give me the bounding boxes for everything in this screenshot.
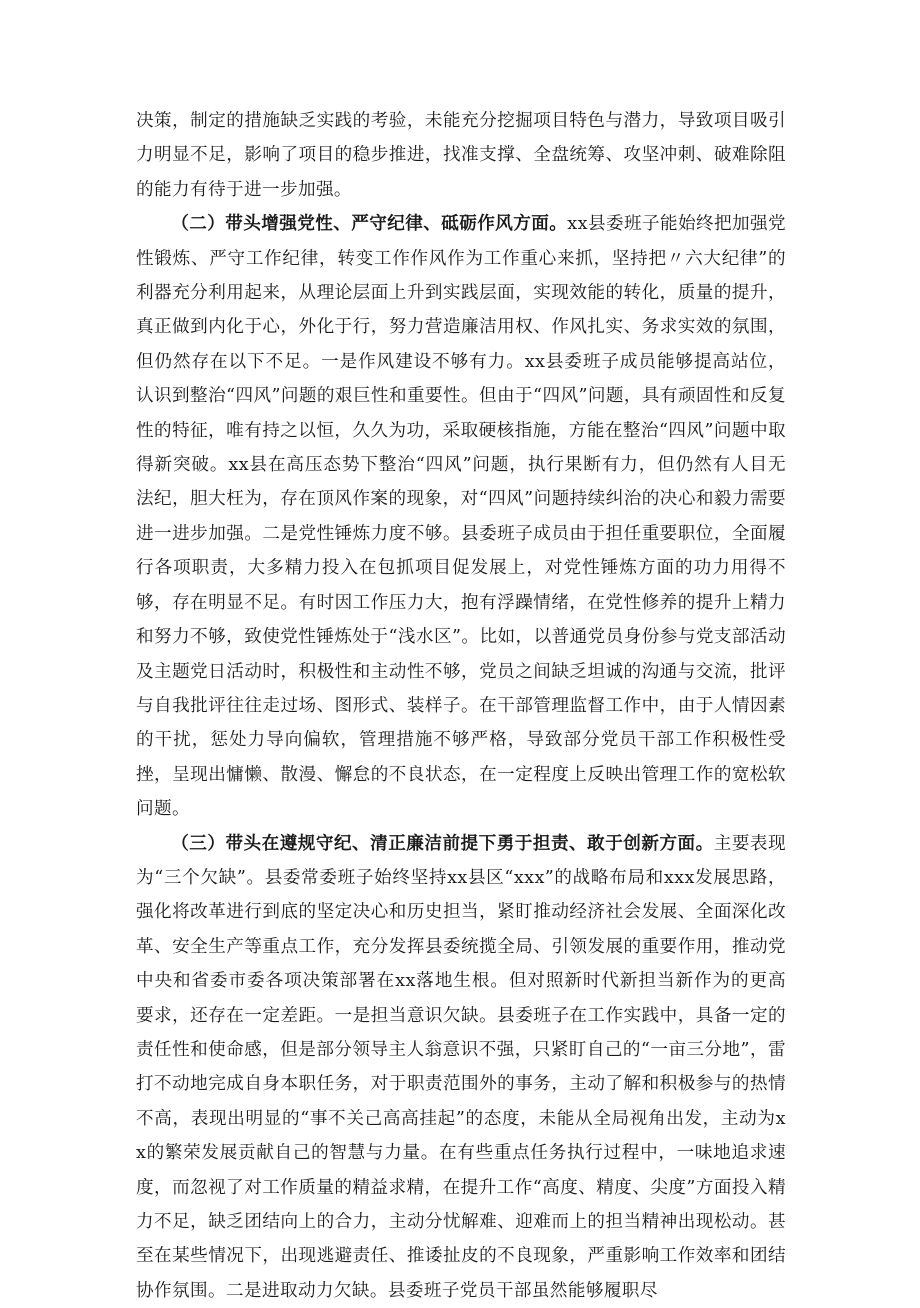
paragraph-body: xx县委班子能始终把加强党性锻炼、严守工作纪律，转变工作作风作为工作重心来抓，坚持把〃六大纪律”的利器充分利用起来，从理论层面上升到实践层面，实现效能的转化，质量的提升，真正做到内化于心，外化于行，努力营造廉洁用权、作风扎实、务求实效的氛围，但仍然存在以下不足。一是作风建设不够有力。xx县委班子成员能够提高站位，认识到整治“四风”问题的艰巨性和重要性。但由于“四风”问题，具有顽固性和反复性的特征，唯有持之以恒，久久为功，采取硬核指施，方能在整治“四风”问题中取得新突破。xx县在高压态势下整治“四风”问题，执行果断有力，但仍然有人目无法纪，胆大枉为，存在顶风作案的现象，对“四风”问题持续纠治的决心和毅力需要进一进步加强。二是党性锤炼力度不够。县委班子成员由于担任重要职位，全面履行各项职责，大多精力投入在包抓项目促发展上，对党性锤炼方面的功力用得不够，存在明显不足。有时因工作压力大，抱有浮躁情绪，在党性修养的提升上精力和努力不够，致使党性锤炼处于“浅水区”。比如，以普通党员身份参与党支部活动及主题党日活动时，积极性和主动性不够，党员之间缺乏坦诚的沟通与交流，批评与自我批评往往走过场、图形式、装样子。在干部管理监督工作中，由于人情因素的干扰，惩处力导向偏软，管理措施不够严格，导致部分党员干部工作积极性受挫，呈现出慵懒、散漫、懈怠的不良状态，在一定程度上反映出管理工作的宽松软问题。 bbox=[136, 214, 786, 820]
section-heading: （三）带头在遵规守纪、清正廉洁前提下勇于担责、敢于创新方面。 bbox=[171, 832, 714, 854]
paragraph-body: 主要表现为“三个欠缺”。县委常委班子始终坚持xx县区“xxx”的战略布局和xxx发展思路，强化将改革进行到底的坚定决心和历史担当，紧盯推动经济社会发展、全面深化改革、安全生产等重点工作，充分发挥县委统揽全局、引领发展的重要作用，推动党中央和省委市委各项决策部署在xx落地生根。但对照新时代新担当新作为的更高要求，还存在一定差距。一是担当意识欠缺。县委班子在工作实践中，具备一定的责任性和使命感，但是部分领导主人翁意识不强，只紧盯自己的“一亩三分地”，雷打不动地完成自身本职任务，对于职责范围外的事务，主动了解和积极参与的热情不高，表现出明显的“事不关己高高挂起”的态度，未能从全局视角出发，主动为xx的繁荣发展贡献自己的智慧与力量。在有些重点任务执行过程中，一味地追求速度，而忽视了对工作质量的精益求精，在提升工作“高度、精度、尖度”方面投入精力不足，缺乏团结向上的合力，主动分忧解难、迎难而上的担当精神出现松动。甚至在某些情况下，出现逃避责任、推诿扯皮的不良现象，严重影响工作效率和团结协作氛围。二是进取动力欠缺。县委班子党员干部虽然能够履职尽 bbox=[136, 833, 786, 1301]
section-heading: （二）带头增强党性、严守纪律、砥砺作风方面。 bbox=[171, 213, 568, 235]
paragraph-body: 决策，制定的措施缺乏实践的考验，未能充分挖掘项目特色与潜力，导致项目吸引力明显不足，影响了项目的稳步推进，找准支撑、全盘统筹、攻坚冲刺、破难除阻的能力有待于进一步加强。 bbox=[136, 111, 786, 200]
document-page bbox=[136, 104, 786, 1308]
paragraph-section-two bbox=[136, 207, 786, 826]
paragraph-continuation bbox=[136, 104, 786, 207]
paragraph-section-three bbox=[136, 827, 786, 1308]
